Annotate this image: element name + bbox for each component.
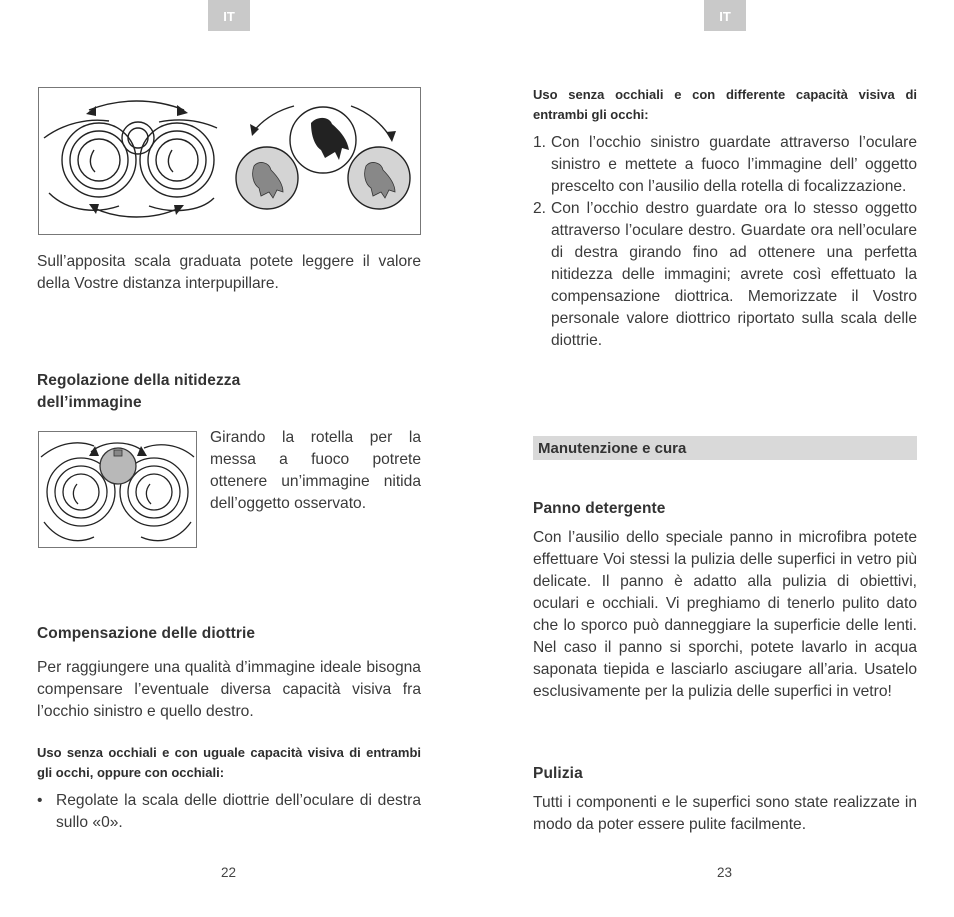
focus-wheel-figure	[38, 431, 197, 548]
list-item	[533, 198, 917, 352]
list-item	[533, 132, 917, 198]
focus-heading: Regolazione della nitidezza dell’immagine	[37, 372, 241, 411]
cloth-text: Con l’ausilio dello speciale panno in microfibra potete effettuare Voi stessi la pulizia delle superfici in vetro più delicate. Il panno è adatto alla pulizia di obiettivi, oculari e occhiali. Vi preghiamo di tenerlo pulito dato che lo sporco può danneggiare la superficie delle lenti. Nel caso il panno si sporchi, potete lavarlo in acqua saponata tiepida e lasciarlo asciugare all’aria. Usatelo esclusivamente per la pulizia delle superfici in vetro!	[533, 529, 917, 700]
step-text: Con l’occhio sinistro guardate attraverso l’oculare sinistro e mettete a fuoco l’immagine dell’ oggetto prescelto con l’ausilio della rotella di focalizzazione.	[551, 134, 917, 195]
interpupillary-caption: Sull’apposita scala graduata potete leggere il valore della Vostre distanza interpupillare.	[37, 253, 421, 292]
step-marker: 1.	[533, 134, 547, 151]
language-tab-left: IT	[208, 0, 250, 31]
bullet-marker: •	[37, 792, 43, 809]
interpupillary-figure	[38, 87, 421, 235]
language-tab-right: IT	[704, 0, 746, 31]
same-vision-heading: Uso senza occhiali e con uguale capacità visiva di entrambi gli occhi, oppure con occhiali:	[37, 745, 421, 780]
focus-wheel-illustration	[39, 432, 196, 547]
page-number-left: 22	[221, 865, 237, 880]
step-text: Con l’occhio destro guardate ora lo stesso oggetto attraverso l’oculare destro. Guardate ora nell’oculare di destra girando fino ad ottenere una perfetta nitidezza delle immagini; avrete così effettuato la compensazione diottrica. Memorizzate il Vostro personale valore diottrico riportato sulla scala delle diottrie.	[551, 200, 917, 349]
page-number-right: 23	[717, 865, 733, 880]
cleaning-heading: Pulizia	[533, 765, 583, 782]
step-marker: 2.	[533, 200, 547, 217]
cloth-heading: Panno detergente	[533, 500, 666, 517]
diff-vision-heading: Uso senza occhiali e con differente capacità visiva di entrambi gli occhi:	[533, 87, 917, 122]
same-vision-list	[37, 790, 421, 834]
cleaning-text: Tutti i componenti e le superfici sono state realizzate in modo da poter essere pulite facilmente.	[533, 794, 917, 833]
binoculars-birds-illustration	[39, 88, 420, 234]
diopter-text: Per raggiungere una qualità d’immagine ideale bisogna compensare l’eventuale diversa capacità visiva fra l’occhio sinistro e quello destro.	[37, 659, 421, 720]
focus-text: Girando la rotella per la messa a fuoco potrete ottenere un’immagine nitida dell’oggetto osservato.	[210, 429, 421, 512]
diopter-heading: Compensazione delle diottrie	[37, 625, 256, 642]
maintenance-section-bar: Manutenzione e cura	[533, 436, 917, 460]
list-item	[37, 790, 421, 834]
bullet-text: Regolate la scala delle diottrie dell’oculare di destra sullo «0».	[56, 792, 421, 831]
diff-vision-steps	[533, 132, 917, 352]
